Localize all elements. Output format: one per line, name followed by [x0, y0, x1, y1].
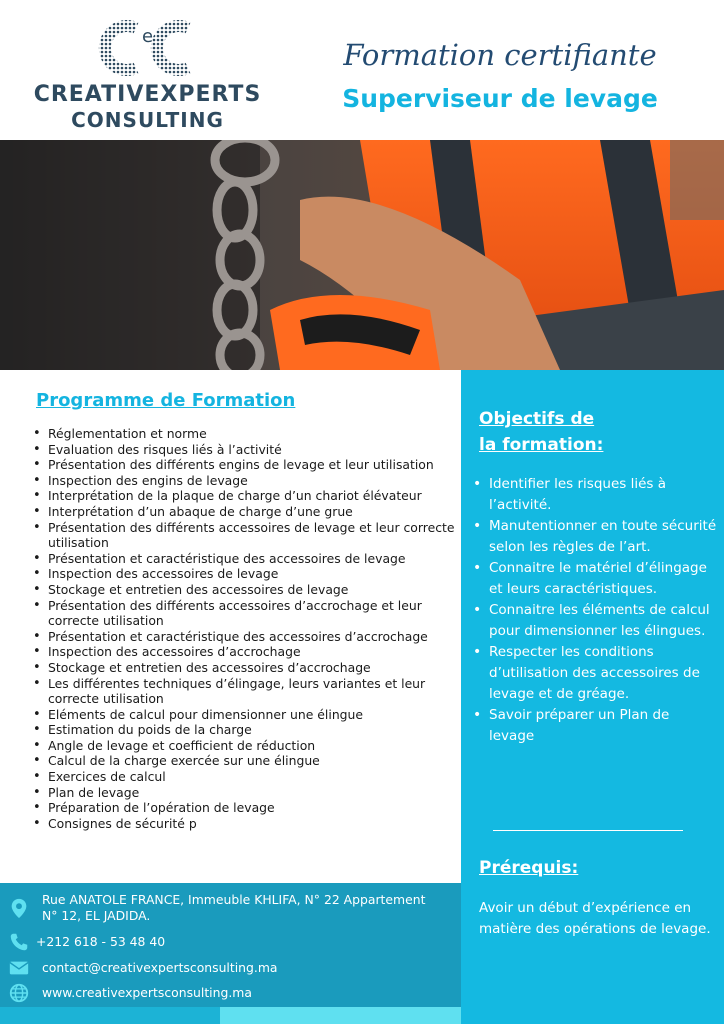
address-text: Rue ANATOLE FRANCE, Immeuble KHLIFA, N° 22 Appartement N° 12, EL JADIDA.: [42, 892, 426, 923]
company-logo: [30, 14, 265, 132]
formation-type-title: Formation certifiante: [343, 38, 657, 72]
list-item: • Stockage et entretien des accessoires de levage: [30, 582, 460, 598]
prerequisites-title: Prérequis:: [479, 858, 579, 878]
objectives-title-line2: la formation:: [479, 435, 604, 455]
mail-icon: [8, 957, 30, 979]
globe-icon: [8, 982, 30, 1004]
list-item: • Inspection des accessoires de levage: [30, 566, 460, 582]
list-item: • Plan de levage: [30, 785, 460, 801]
logo-name-line2: CONSULTING: [71, 108, 224, 132]
list-item: • Interprétation de la plaque de charge d’un chariot élévateur: [30, 488, 460, 504]
program-list: [30, 426, 460, 831]
list-item: • Exercices de calcul: [30, 769, 460, 785]
list-item: • Savoir préparer un Plan de levage: [473, 705, 718, 747]
list-item: • Calcul de la charge exercée sur une élingue: [30, 753, 460, 769]
svg-text:e: e: [142, 26, 154, 47]
list-item: • Les différentes techniques d’élingage, leurs variantes et leur correcte utilisation: [30, 676, 460, 707]
list-item: • Connaitre les éléments de calcul pour dimensionner les élingues.: [473, 600, 718, 642]
page-title: Superviseur de levage: [342, 84, 658, 113]
list-item: • Réglementation et norme: [30, 426, 460, 442]
list-item: • Présentation et caractéristique des accessoires d’accrochage: [30, 629, 460, 645]
objectives-title: [479, 406, 603, 458]
logo-name-line1: CREATIVEXPERTS: [33, 82, 262, 107]
header: [0, 0, 724, 140]
objectives-panel: [461, 370, 724, 1024]
prerequisites-text: Avoir un début d’expérience en matière des opérations de levage.: [479, 900, 711, 937]
list-item: • Interprétation d’un abaque de charge d’une grue: [30, 504, 460, 520]
objectives-list: [473, 474, 718, 747]
list-item: • Préparation de l’opération de levage: [30, 800, 460, 816]
contact-footer: [0, 883, 461, 1007]
website-link[interactable]: www.creativexpertsconsulting.ma: [42, 985, 252, 1000]
program-section: [0, 370, 461, 883]
lifting-worker-photo-icon: [0, 140, 724, 370]
list-item: • Identifier les risques liés à l’activité.: [473, 474, 718, 516]
list-item: • Stockage et entretien des accessoires d’accrochage: [30, 660, 460, 676]
list-item: • Eléments de calcul pour dimensionner une élingue: [30, 707, 460, 723]
divider: [493, 830, 683, 831]
list-item: • Présentation des différents engins de levage et leur utilisation: [30, 457, 460, 473]
email-link[interactable]: contact@creativexpertsconsulting.ma: [42, 960, 278, 975]
footer-accent-strip-light: [220, 1007, 461, 1024]
hero-photo: [0, 140, 724, 370]
list-item: • Connaitre le matériel d’élingage et leurs caractéristiques.: [473, 558, 718, 600]
list-item: • Estimation du poids de la charge: [30, 722, 460, 738]
objectives-title-line1: Objectifs de: [479, 409, 595, 429]
list-item: • Présentation et caractéristique des accessoires de levage: [30, 551, 460, 567]
list-item: • Evaluation des risques liés à l’activité: [30, 442, 460, 458]
phone-icon: [8, 931, 30, 953]
list-item: • Inspection des engins de levage: [30, 473, 460, 489]
list-item: • Présentation des différents accessoires d’accrochage et leur correcte utilisation: [30, 598, 460, 629]
list-item: • Respecter les conditions d’utilisation des accessoires de levage et de gréage.: [473, 642, 718, 705]
phone-text[interactable]: +212 618 - 53 48 40: [36, 934, 166, 949]
list-item: • Manutentionner en toute sécurité selon les règles de l’art.: [473, 516, 718, 558]
location-pin-icon: [8, 897, 30, 919]
program-title: Programme de Formation: [36, 390, 296, 411]
logo-mark-icon: [92, 18, 202, 78]
list-item: • Inspection des accessoires d’accrochage: [30, 644, 460, 660]
list-item: • Angle de levage et coefficient de réduction: [30, 738, 460, 754]
list-item: • Consignes de sécurité p: [30, 816, 460, 832]
footer-accent-strip: [0, 1007, 220, 1024]
list-item: • Présentation des différents accessoires de levage et leur correcte utilisation: [30, 520, 460, 551]
